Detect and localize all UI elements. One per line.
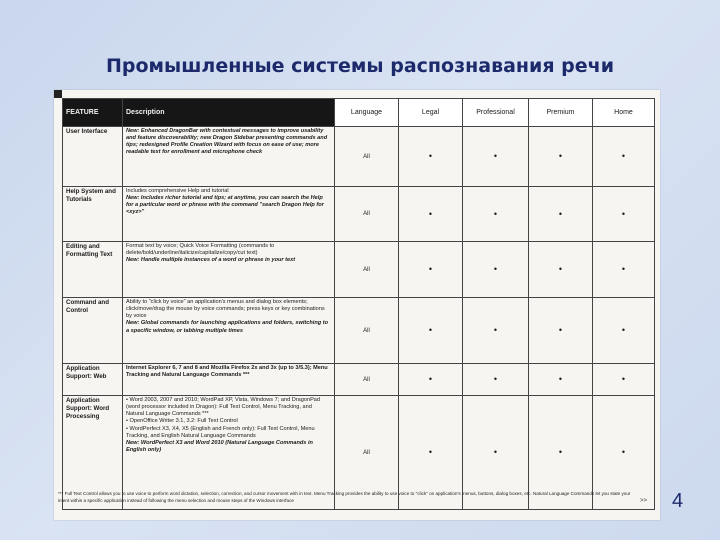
description-cell [123,298,335,364]
availability-home-cell: • [593,187,655,242]
availability-premium-cell: • [529,242,593,298]
header-feature: FEATURE [63,99,123,127]
availability-home-cell: • [593,364,655,396]
language-cell: All [335,364,399,396]
table-row [63,127,655,187]
description-text: New: WordPerfect X3 and Word 2010 (Natural Language Commands in English only) [126,439,313,454]
description-text: New: Includes richer tutorial and tips; at anytime, you can search the Help for a particular word or phrase with the command "search Dragon Help for <xyz>" [126,195,324,216]
feature-cell: Editing and Formatting Text [63,242,123,298]
availability-professional-cell: • [463,127,529,187]
availability-legal-cell: • [399,127,463,187]
language-cell: All [335,127,399,187]
language-cell: All [335,187,399,242]
header-language: Language [335,99,399,127]
description-text: New: Enhanced DragonBar with contextual messages to improve usability and feature discoverability; new Dragon Sidebar presenting commands and tips; redesigned Profile Creation Wizard with focus on ease of use; more readable text for enrollment and microphone check [126,128,328,156]
availability-legal-cell: • [399,298,463,364]
header-legal: Legal [399,99,463,127]
availability-home-cell: • [593,127,655,187]
feature-cell: Application Support: Word Processing [63,396,123,510]
table-row [63,364,655,396]
description-text: • Word 2003, 2007 and 2010; WordPad XP, Vista, Windows 7; and DragonPad (word processor included in Dragon): Full Text Control, Menu Tracking, and Natural Language Commands *** [126,397,321,418]
slide-title: Промышленные системы распознавания речи [105,55,615,77]
description-text: • WordPerfect X3, X4, X5 (English and French only): Full Text Control, Menu Tracking, and English Natural Language Commands [126,425,315,439]
description-text: New: Global commands for launching applications and folders, switching to a specific window, or tabbing multiple times [126,320,329,334]
scanned-feature-table [54,90,660,520]
description-text: Internet Explorer 6, 7 and 8 and Mozilla Firefox 2x and 3x (up to 3/5.3); Menu Tracking and Natural Language Commands *** [126,365,328,379]
footnote-arrow: >> [640,498,648,504]
description-cell [123,242,335,298]
description-text: Ability to "click by voice" an application's menus and dialog box elements; click/move/drag the mouse by voice commands; press keys or key combinations by voice [126,299,325,320]
table-row [63,187,655,242]
table-header-row [63,99,655,127]
description-text: Format text by voice; Quick Voice Formatting (commands to delete/bold/underline/italicize/capitalize/copy/cut text) [126,243,275,257]
availability-professional-cell: • [463,242,529,298]
table-row [63,242,655,298]
availability-legal-cell: • [399,242,463,298]
description-text: • OpenOffice Writer 3.1, 3.2: Full Text Control [126,418,238,425]
scan-corner-mark [54,90,62,98]
footnote: *** Full Text Control allows you to use voice to perform word dictation, selection, correction, and cursor movement with in text. Menu Tracking provides the ability to use voice to "click" on application's menus, buttons, dialog boxes, etc. Natural Language Commands let you state your intent within a specific application instead of following the menu selection and mouse steps of the Windows interface [58,491,631,504]
availability-premium-cell: • [529,364,593,396]
availability-home-cell: • [593,396,655,510]
feature-cell: User Interface [63,127,123,187]
availability-legal-cell: • [399,187,463,242]
availability-professional-cell: • [463,364,529,396]
availability-premium-cell: • [529,187,593,242]
feature-cell: Command and Control [63,298,123,364]
table-row [63,298,655,364]
availability-legal-cell: • [399,364,463,396]
page-number: 4 [672,490,684,512]
language-cell: All [335,298,399,364]
description-cell [123,364,335,396]
availability-premium-cell: • [529,396,593,510]
availability-professional-cell: • [463,298,529,364]
header-home: Home [593,99,655,127]
availability-premium-cell: • [529,298,593,364]
availability-professional-cell: • [463,396,529,510]
availability-home-cell: • [593,242,655,298]
availability-professional-cell: • [463,187,529,242]
feature-table [62,98,655,510]
header-professional: Professional [463,99,529,127]
feature-cell: Application Support: Web [63,364,123,396]
feature-cell: Help System and Tutorials [63,187,123,242]
header-description: Description [123,99,335,127]
language-cell: All [335,396,399,510]
description-cell [123,187,335,242]
availability-home-cell: • [593,298,655,364]
header-premium: Premium [529,99,593,127]
description-text: Includes comprehensive Help and tutorial [126,188,229,194]
availability-legal-cell: • [399,396,463,510]
availability-premium-cell: • [529,127,593,187]
description-text: New: Handle multiple instances of a word or phrase in your text [126,257,296,264]
description-cell [123,127,335,187]
language-cell: All [335,242,399,298]
